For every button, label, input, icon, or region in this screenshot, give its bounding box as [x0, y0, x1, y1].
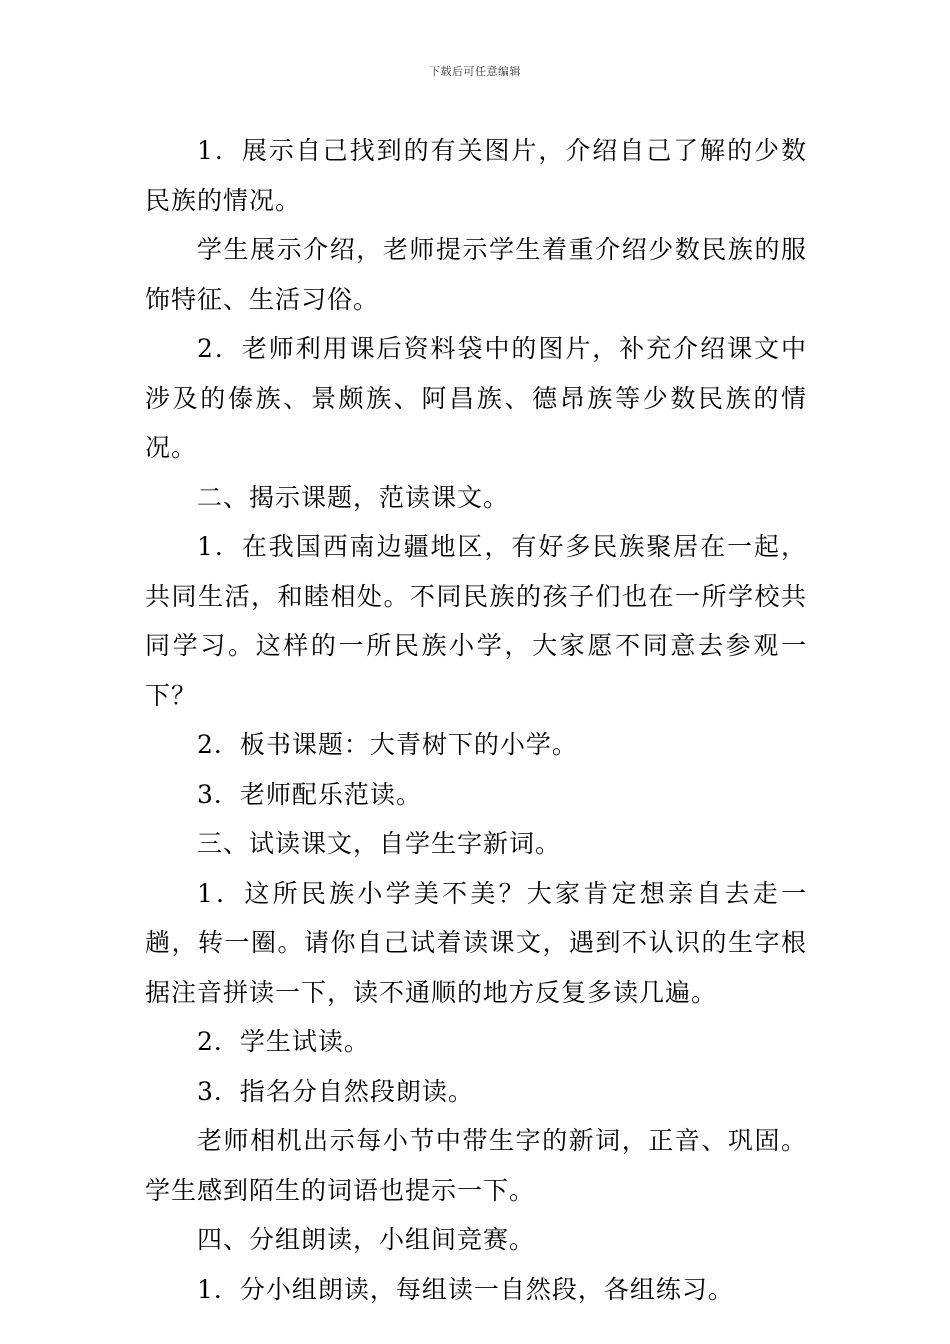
paragraph: 学生展示介绍，老师提示学生着重介绍少数民族的服饰特征、生活习俗。 — [145, 235, 807, 314]
paragraph: 老师相机出示每小节中带生字的新词，正音、巩固。学生感到陌生的词语也提示一下。 — [145, 1126, 807, 1205]
paragraph: 3．指名分自然段朗读。 — [197, 1076, 474, 1106]
paragraph: 2．学生试读。 — [197, 1027, 370, 1056]
section-heading: 四、分组朗读，小组间竞赛。 — [197, 1225, 536, 1254]
paragraph: 1．展示自己找到的有关图片，介绍自己了解的少数民族的情况。 — [145, 136, 807, 215]
paragraph: 2．老师利用课后资料袋中的图片，补充介绍课文中涉及的傣族、景颇族、阿昌族、德昂族等少数民族的情况。 — [145, 334, 807, 462]
paragraph: 2．板书课题：大青树下的小学。 — [197, 730, 578, 759]
paragraph: 3．老师配乐范读。 — [197, 779, 422, 809]
section-heading: 三、试读课文，自学生字新词。 — [197, 829, 562, 858]
paragraph: 1．这所民族小学美不美？大家肯定想亲自去走一趟，转一圈。请你自己试着读课文，遇到不认识的生字根据注音拼读一下，读不通顺的地方反复多读几遍。 — [145, 878, 807, 1007]
section-heading: 二、揭示课题，范读课文。 — [197, 482, 510, 512]
document-body — [145, 126, 807, 1314]
page-header-note: 下载后可任意编辑 — [429, 65, 521, 78]
paragraph: 1．分小组朗读，每组读一自然段，各组练习。 — [197, 1274, 734, 1304]
paragraph: 1．在我国西南边疆地区，有好多民族聚居在一起，共同生活，和睦相处。不同民族的孩子们也在一所学校共同学习。这样的一所民族小学，大家愿不同意去参观一下？ — [145, 532, 807, 710]
